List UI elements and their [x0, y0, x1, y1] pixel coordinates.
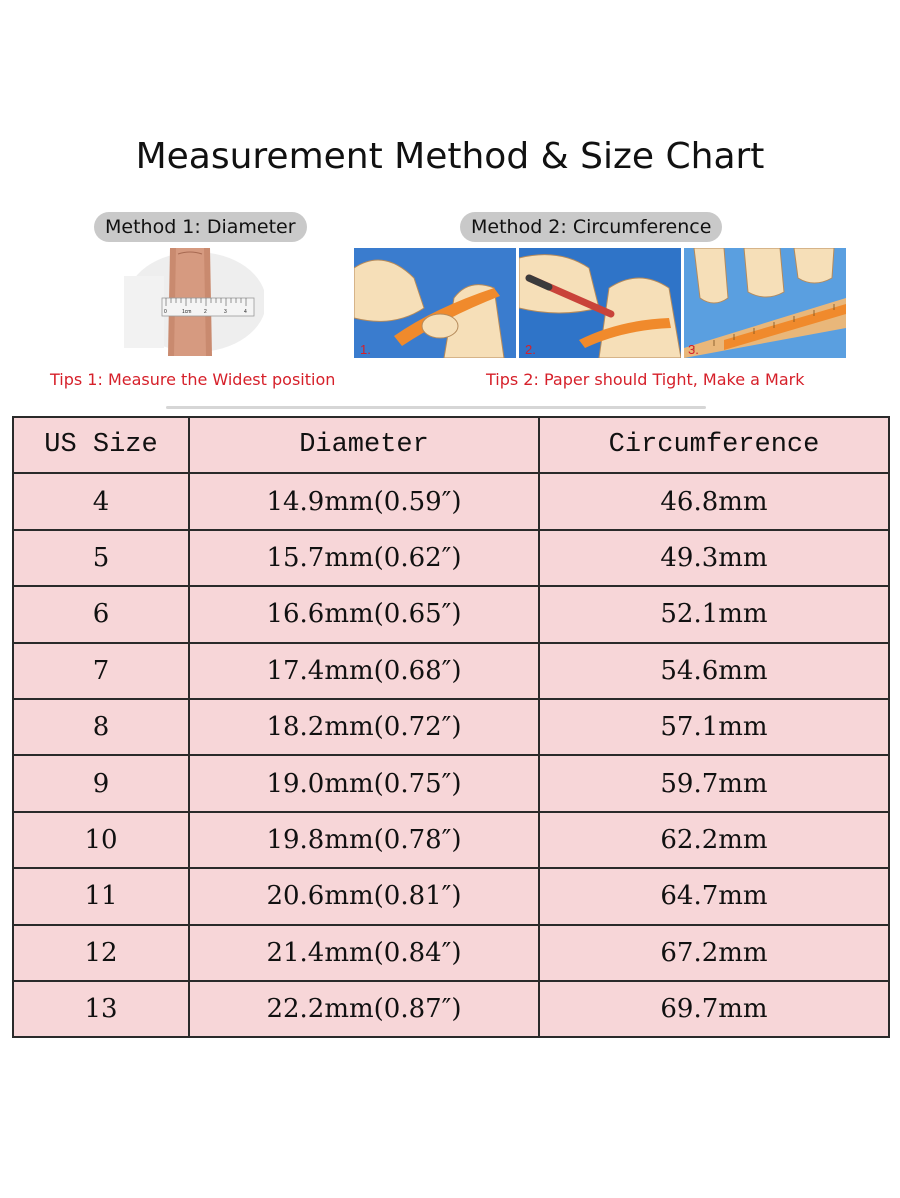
- ruler-mark: 4: [244, 309, 247, 315]
- method-2-label: Method 2: Circumference: [460, 212, 722, 242]
- size-cell: 8: [13, 699, 189, 755]
- step-number: 1.: [360, 342, 371, 357]
- ruler-mark: 0: [164, 309, 167, 315]
- step-number: 3.: [688, 342, 699, 357]
- size-table: [12, 416, 890, 1038]
- table-row: [13, 925, 889, 981]
- table-row: [13, 755, 889, 811]
- table-row: [13, 643, 889, 699]
- circumference-cell: 57.1mm: [539, 699, 889, 755]
- circumference-cell: 52.1mm: [539, 586, 889, 642]
- diameter-cell: 18.2mm(0.72″): [189, 699, 539, 755]
- size-cell: 7: [13, 643, 189, 699]
- diameter-cell: 14.9mm(0.59″): [189, 473, 539, 529]
- table-row: [13, 530, 889, 586]
- diameter-cell: 15.7mm(0.62″): [189, 530, 539, 586]
- table-row: [13, 981, 889, 1037]
- diameter-cell: 17.4mm(0.68″): [189, 643, 539, 699]
- step-3-measure-image: [684, 248, 846, 358]
- circumference-cell: 64.7mm: [539, 868, 889, 924]
- size-cell: 5: [13, 530, 189, 586]
- circumference-cell: 59.7mm: [539, 755, 889, 811]
- table-header-row: [13, 417, 889, 473]
- size-cell: 9: [13, 755, 189, 811]
- size-cell: 4: [13, 473, 189, 529]
- circumference-cell: 69.7mm: [539, 981, 889, 1037]
- circumference-cell: 67.2mm: [539, 925, 889, 981]
- table-row: [13, 812, 889, 868]
- divider: [166, 406, 706, 409]
- diameter-cell: 19.8mm(0.78″): [189, 812, 539, 868]
- circumference-cell: 46.8mm: [539, 473, 889, 529]
- tip-2-text: Tips 2: Paper should Tight, Make a Mark: [486, 370, 805, 389]
- step-2-mark-image: [519, 248, 681, 358]
- table-row: [13, 699, 889, 755]
- step-number: 2.: [525, 342, 536, 357]
- page-title: Measurement Method & Size Chart: [135, 136, 765, 177]
- finger-ruler-image: [118, 248, 264, 356]
- size-cell: 10: [13, 812, 189, 868]
- diameter-cell: 22.2mm(0.87″): [189, 981, 539, 1037]
- ruler-mark: 3: [224, 309, 227, 315]
- table-row: [13, 586, 889, 642]
- circumference-cell: 54.6mm: [539, 643, 889, 699]
- diameter-cell: 21.4mm(0.84″): [189, 925, 539, 981]
- size-cell: 12: [13, 925, 189, 981]
- size-cell: 11: [13, 868, 189, 924]
- ruler-mark: 2: [204, 309, 207, 315]
- diameter-cell: 19.0mm(0.75″): [189, 755, 539, 811]
- table-row: [13, 473, 889, 529]
- method-1-label: Method 1: Diameter: [94, 212, 307, 242]
- header-circumference: Circumference: [539, 417, 889, 473]
- size-cell: 13: [13, 981, 189, 1037]
- ruler-mark: 1cm: [182, 309, 192, 315]
- diameter-cell: 20.6mm(0.81″): [189, 868, 539, 924]
- table-row: [13, 868, 889, 924]
- step-1-wrap-image: [354, 248, 516, 358]
- diameter-cell: 16.6mm(0.65″): [189, 586, 539, 642]
- header-us-size: US Size: [13, 417, 189, 473]
- header-diameter: Diameter: [189, 417, 539, 473]
- tip-1-text: Tips 1: Measure the Widest position: [50, 370, 336, 389]
- circumference-cell: 62.2mm: [539, 812, 889, 868]
- size-cell: 6: [13, 586, 189, 642]
- circumference-cell: 49.3mm: [539, 530, 889, 586]
